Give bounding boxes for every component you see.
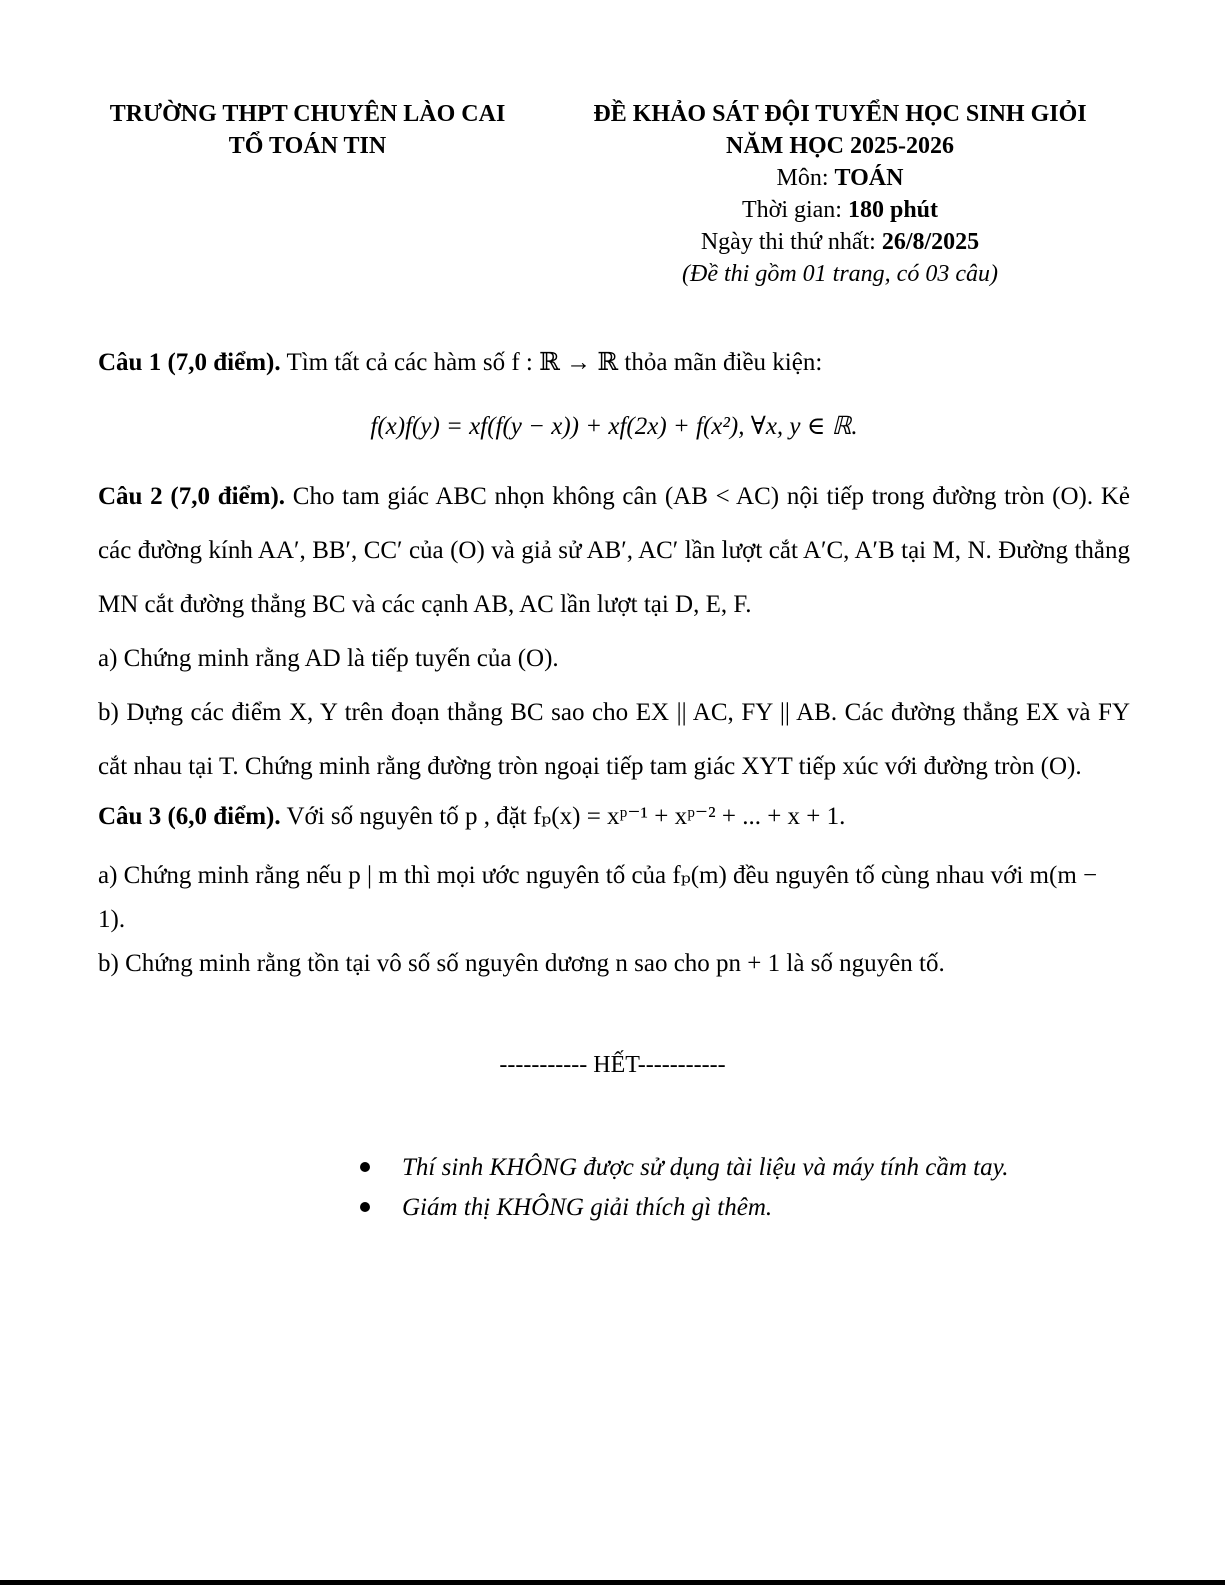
- subject-value: TOÁN: [834, 165, 904, 191]
- exam-body: [98, 336, 1130, 986]
- question-2a: a) Chứng minh rằng AD là tiếp tuyến của (O).: [98, 645, 559, 672]
- bottom-border: [0, 1580, 1225, 1585]
- date-line: [560, 226, 1120, 258]
- page-note: (Đề thi gồm 01 trang, có 03 câu): [682, 261, 998, 287]
- bullet-icon: [360, 1162, 370, 1172]
- school-year: NĂM HỌC 2025-2026: [726, 133, 954, 159]
- subject-line: [560, 162, 1120, 194]
- question-1-text: Tìm tất cả các hàm số f : ℝ → ℝ thỏa mãn điều kiện:: [286, 349, 823, 376]
- question-3-label: Câu 3 (6,0 điểm).: [98, 803, 281, 830]
- question-1-label: Câu 1 (7,0 điểm).: [98, 349, 281, 376]
- question-3b: b) Chứng minh rằng tồn tại vô số số nguyên dương n sao cho pn + 1 là số nguyên tố.: [98, 950, 945, 977]
- bullet-icon: [360, 1202, 370, 1212]
- time-label: Thời gian:: [741, 197, 848, 223]
- time-value: 180 phút: [847, 197, 939, 223]
- date-value: 26/8/2025: [881, 229, 980, 255]
- question-2b: b) Dựng các điểm X, Y trên đoạn thẳng BC sao cho EX || AC, FY || AB. Các đường thẳng EX và FY cắt nhau tại T. Chứng minh rằng đường tròn ngoại tiếp tam giác XYT tiếp xúc với đường tròn (O).: [98, 699, 1130, 780]
- department-name: TỔ TOÁN TIN: [228, 133, 387, 159]
- end-mark: ----------- HẾT-----------: [499, 1052, 726, 1078]
- exam-header: [560, 98, 1120, 290]
- question-2-label: Câu 2 (7,0 điểm).: [98, 483, 286, 510]
- subject-label: Môn:: [776, 165, 835, 191]
- exam-title: ĐỀ KHẢO SÁT ĐỘI TUYỂN HỌC SINH GIỎI: [593, 101, 1087, 127]
- note-text: Thí sinh KHÔNG được sử dụng tài liệu và máy tính cầm tay.: [402, 1154, 1009, 1181]
- note-item: [360, 1148, 1160, 1188]
- notes-list: [360, 1148, 1160, 1228]
- question-1: [98, 336, 1130, 390]
- date-label: Ngày thi thứ nhất:: [700, 229, 882, 255]
- question-2-intro: Cho tam giác ABC nhọn không cân (AB < AC) nội tiếp trong đường tròn (O). Kẻ các đường kính AA′, BB′, CC′ của (O) và giả sử AB′, AC′ lần lượt cắt A′C, A′B tại M, N. Đường thẳng MN cắt đường thẳng BC và các cạnh AB, AC lần lượt tại D, E, F.: [98, 483, 1131, 618]
- question-3: [98, 794, 1130, 840]
- note-item: [360, 1188, 1160, 1228]
- question-3-intro: Với số nguyên tố p , đặt fₚ(x) = xᵖ⁻¹ + xᵖ⁻² + ... + x + 1.: [286, 803, 846, 830]
- note-text: Giám thị KHÔNG giải thích gì thêm.: [402, 1194, 773, 1221]
- school-header: [80, 98, 535, 162]
- school-name: TRƯỜNG THPT CHUYÊN LÀO CAI: [109, 101, 506, 127]
- question-2: [98, 470, 1130, 632]
- question-1-equation: f(x)f(y) = xf(f(y − x)) + xf(2x) + f(x²), ∀x, y ∈ ℝ.: [370, 413, 858, 440]
- time-line: [560, 194, 1120, 226]
- question-3a: a) Chứng minh rằng nếu p | m thì mọi ước nguyên tố của fₚ(m) đều nguyên tố cùng nhau với m(m − 1).: [98, 862, 1098, 933]
